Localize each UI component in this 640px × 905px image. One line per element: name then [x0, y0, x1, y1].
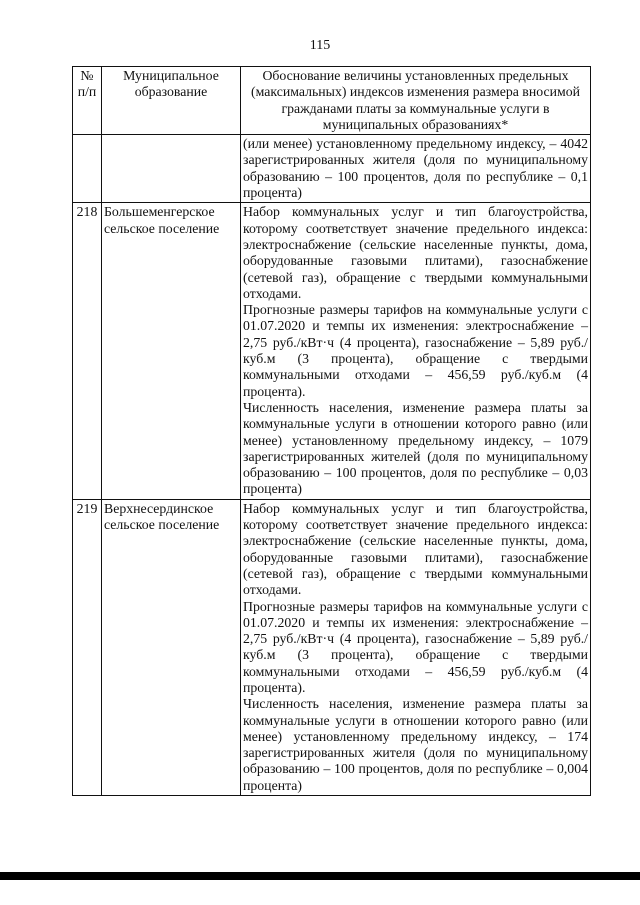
justification-paragraph: Численность населения, изменение размера платы за коммунальные услуги в отношении которого равно (или менее) установленному предельному индексу, – 174 зарегистрированных жителя (доля по муниципальному образованию – 100 процентов, доля по республике – 0,004 процента): [243, 696, 588, 793]
table-header-row: [73, 67, 591, 135]
tariff-index-table: [72, 66, 591, 796]
table-row-continuation: [73, 135, 591, 203]
cell-number: 219: [73, 499, 102, 795]
justification-paragraph: Прогнозные размеры тарифов на коммунальные услуги с 01.07.2020 и темпы их изменения: электроснабжение – 2,75 руб./кВт·ч (4 процента), газоснабжение – 5,89 руб./куб.м (3 процента), обращение с твердыми коммунальными отходами – 456,59 руб./куб.м (4 процента).: [243, 598, 588, 695]
justification-paragraph: Набор коммунальных услуг и тип благоустройства, которому соответствует значение предельного индекса: электроснабжение (сельские населенные пункты, дома, оборудованные газовыми плитами), газоснабжение (сетевой газ), обращение с твердыми коммунальными отходами.: [243, 500, 588, 598]
header-justification: Обоснование величины установленных предельных (максимальных) индексов изменения размера вносимой гражданами платы за коммунальные услуги в муниципальных образованиях*: [241, 67, 591, 135]
scan-edge-bar: [0, 872, 640, 880]
table-row-218: [73, 203, 591, 499]
cell-municipality: Верхнесердинское сельское поселение: [102, 499, 241, 795]
cell-justification: [241, 203, 591, 499]
cell-number: [73, 135, 102, 203]
justification-paragraph: (или менее) установленному предельному индексу, – 4042 зарегистрированных жителя (доля по муниципальному образованию – 100 процентов, доля по республике – 0,1 процента): [243, 136, 588, 201]
cell-municipality: Большеменгерское сельское поселение: [102, 203, 241, 499]
cell-number: 218: [73, 203, 102, 499]
justification-paragraph: Прогнозные размеры тарифов на коммунальные услуги с 01.07.2020 и темпы их изменения: электроснабжение – 2,75 руб./кВт·ч (4 процента), газоснабжение – 5,89 руб./куб.м (3 процента), обращение с твердыми коммунальными отходами – 456,59 руб./куб.м (4 процента).: [243, 302, 588, 399]
justification-paragraph: Численность населения, изменение размера платы за коммунальные услуги в отношении которого равно (или менее) установленному предельному индексу, – 1079 зарегистрированных жителей (доля по муниципальному образованию – 100 процентов, доля по республике – 0,03 процента): [243, 399, 588, 497]
cell-justification: [241, 499, 591, 795]
header-number: № п/п: [73, 67, 102, 135]
table-row-219: [73, 499, 591, 795]
justification-paragraph: Набор коммунальных услуг и тип благоустройства, которому соответствует значение предельного индекса: электроснабжение (сельские населенные пункты, дома, оборудованные газовыми плитами), газоснабжение (сетевой газ), обращение с твердыми коммунальными отходами.: [243, 204, 588, 301]
cell-justification: [241, 135, 591, 203]
cell-municipality: [102, 135, 241, 203]
page-number: 115: [309, 38, 331, 53]
header-municipality: Муниципальное образование: [102, 67, 241, 135]
